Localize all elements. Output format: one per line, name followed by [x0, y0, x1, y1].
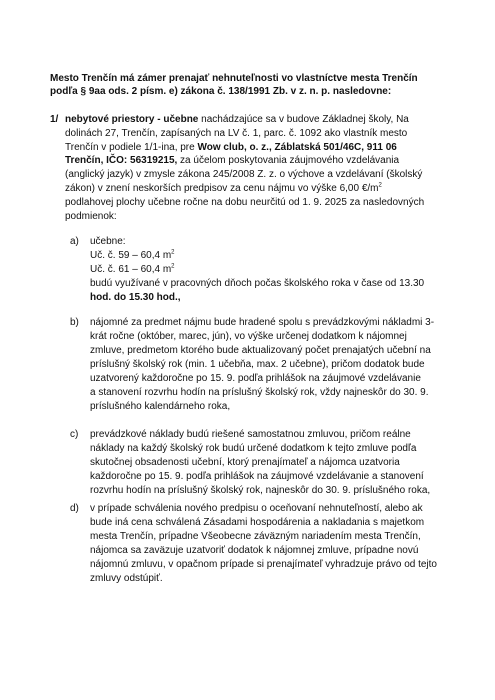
text-run: nachádzajúce sa v budove Základnej školy, Na — [198, 114, 409, 125]
intro-line: podľa § 9aa ods. 2 písm. e) zákona č. 138/1991 Zb. v z. n. p. nasledovne: — [50, 86, 392, 97]
condition-letter: d) — [70, 503, 79, 514]
condition-line: príslušný školský rok (min. 1 učebňa, max. 2 učebne), pričom dodatok bude — [90, 359, 425, 370]
condition-line: krát ročne (október, marec, jún), vo výške určenej dodatkom k nájomnej — [90, 331, 407, 342]
condition-line: a stanovení rozvrhu hodín na príslušný školský rok, vždy najneskôr do 30. 9. — [90, 387, 429, 398]
condition-letter: b) — [70, 317, 79, 328]
condition-body — [90, 316, 470, 414]
paragraph-line: podlahovej plochy učebne ročne na dobu neurčitú od 1. 9. 2025 za nasledovných — [65, 196, 425, 208]
paragraph-line — [65, 141, 475, 155]
condition-line: náklady na každý školský rok budú určené dodatkom k tejto zmluve podľa — [90, 443, 417, 454]
condition-body — [90, 235, 470, 305]
condition-letter: a) — [70, 236, 79, 247]
condition-line: prevádzkové náklady budú riešené samostatnou zmluvou, pričom reálne — [90, 429, 411, 440]
paragraph-line — [65, 113, 475, 127]
paragraph-line: (anglický jazyk) v zmysle zákona 245/2008 Z. z. o výchove a vzdelávaní (školský — [65, 169, 423, 181]
paragraph-line: dolinách 27, Trenčín, zapísaných na LV č. 1, parc. č. 1092 ako vlastník mesto — [65, 127, 408, 139]
condition-line: príslušného kalendárneho roka, — [90, 401, 231, 412]
condition-line — [90, 249, 470, 263]
condition-line: bude iná cena schválená Zásadami hospodárenia a nakladania s majetkom — [90, 517, 425, 528]
item-number: 1/ — [50, 114, 59, 125]
condition-body — [90, 428, 470, 498]
tenant-name: Wow club, o. z., Záblatská 501/46C, 911 06 — [197, 141, 397, 153]
paragraph-line — [65, 182, 475, 196]
text-run: za účelom poskytovania záujmového vzdelávania — [177, 155, 400, 167]
condition-line: nájomnú zmluvu, v opačnom prípade si prenajímateľ vyhradzuje právo od tejto — [90, 559, 437, 570]
condition-line: zmluvy odstúpiť. — [90, 573, 163, 584]
condition-line: učebne: — [90, 236, 126, 247]
condition-line: budú využívané v pracovných dňoch počas školského roka v čase od 13.30 — [90, 278, 425, 289]
condition-line — [90, 263, 470, 277]
superscript: 2 — [171, 249, 175, 256]
condition-line: každoročne po 15. 9. podľa prihlášok na záujmové vzdelávanie a stanovení — [90, 471, 424, 482]
condition-line: zmluve, predmetom ktorého bude aktualizovaný počet prenajatých učební na — [90, 345, 431, 356]
condition-line: skutočnej obsadenosti učební, ktorý prenajímateľ a nájomca uzatvoria — [90, 457, 400, 468]
text-run: zákon) v znení neskorších predpisov za cenu nájmu vo výške 6,00 €/m — [65, 182, 379, 194]
condition-line: v prípade schválenia nového predpisu o oceňovaní nehnuteľností, alebo ak — [90, 503, 423, 514]
condition-line: mesta Trenčín, prípadne Všeobecne záväzným nariadením mesta Trenčín, — [90, 531, 421, 542]
item-paragraph — [65, 113, 475, 223]
intro-line: Mesto Trenčín má zámer prenajať nehnuteľnosti vo vlastníctve mesta Trenčín — [50, 73, 418, 84]
text-run: Uč. č. 61 – 60,4 m — [90, 264, 172, 275]
intro-heading — [50, 72, 470, 98]
premises-title: nebytové priestory - učebne — [65, 114, 199, 125]
condition-line: uzatvorený každoročne po 15. 9. podľa prihlášok na záujmové vzdelávanie — [90, 373, 421, 384]
condition-line: nájomca sa zaväzuje uzatvoriť dodatok k nájomnej zmluve, prípadne novú — [90, 545, 419, 556]
condition-line: nájomné za predmet nájmu bude hradené spolu s prevádzkovými nákladmi 3- — [90, 317, 435, 328]
condition-line: hod. do 15.30 hod., — [90, 292, 181, 303]
text-run: Uč. č. 59 – 60,4 m — [90, 250, 172, 261]
superscript: 2 — [378, 182, 382, 189]
paragraph-line: podmienok: — [65, 210, 117, 222]
tenant-ico: Trenčín, IČO: 56319215, — [65, 155, 178, 167]
condition-letter: c) — [70, 429, 79, 440]
superscript: 2 — [171, 263, 175, 270]
condition-body — [90, 502, 470, 586]
text-run: Trenčín v podiele 1/1-ina, pre — [65, 141, 198, 153]
condition-line: rozvrhu hodín na príslušný školský rok, najneskôr do 30. 9. príslušného roka, — [90, 485, 431, 496]
paragraph-line — [65, 154, 475, 168]
